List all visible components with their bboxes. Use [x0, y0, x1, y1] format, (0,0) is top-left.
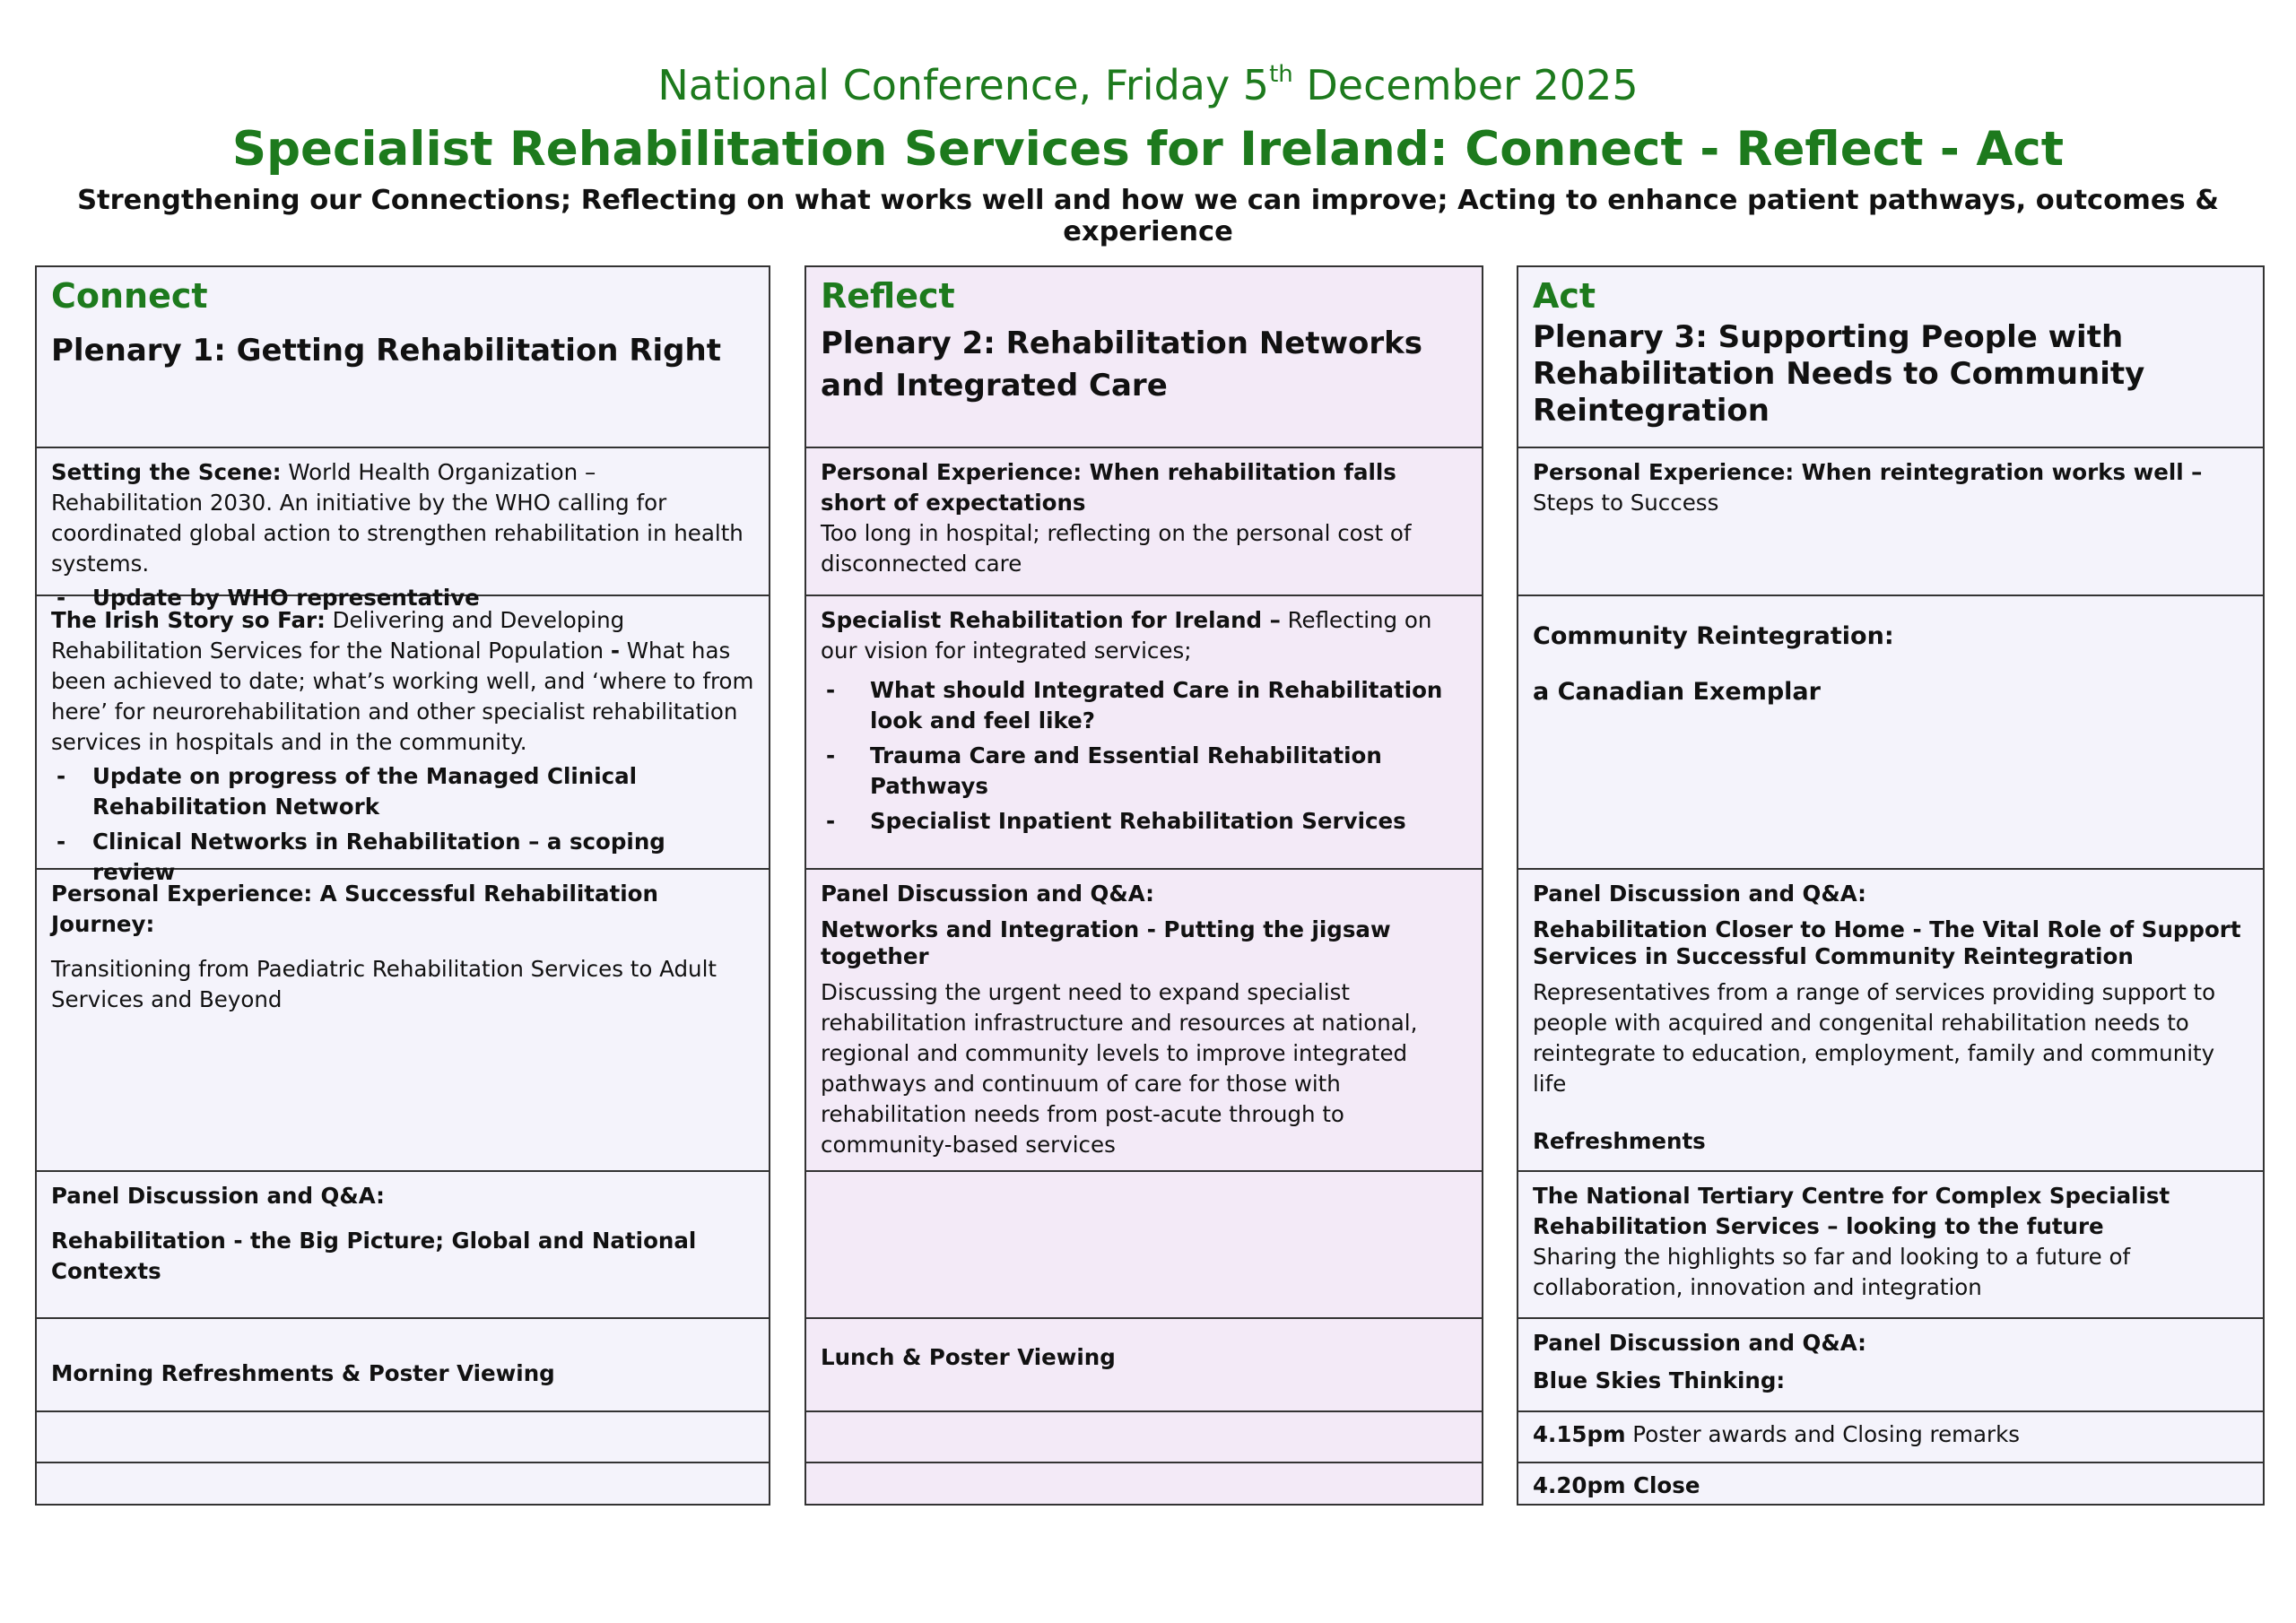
- list-item: - Trauma Care and Essential Rehabilitation Pathways: [821, 741, 1467, 802]
- reflect-heading: Reflect: [821, 276, 955, 316]
- refreshments-text: Refreshments: [1533, 1128, 1706, 1154]
- plenary-2-title: Plenary 2: Rehabilitation Networks and Integrated Care: [821, 325, 1422, 404]
- irish-story-cell: [37, 596, 769, 885]
- specialist-rehab-cell: [806, 596, 1482, 870]
- morning-refreshments-cell: [37, 1319, 769, 1412]
- conference-subtitle: Strengthening our Connections; Reflecting on what works well and how we can improve; Acting to enhance patient pathways, outcomes & experience: [77, 185, 2219, 247]
- reflect-empty-row-1: [806, 1412, 1482, 1463]
- reflect-personal-experience-cell: [806, 448, 1482, 596]
- closing-time: 4.15pm: [1533, 1421, 1626, 1447]
- panel-discussion-text: Discussing the urgent need to expand specialist rehabilitation infrastructure and resources at national, regional and community levels to improve integrated pathways and continuum of care for those with rehabilitation needs from post-acute through to community-based services: [821, 979, 1418, 1158]
- national-tertiary-centre-cell: [1518, 1172, 2263, 1319]
- national-tertiary-centre-label: The National Tertiary Centre for Complex Specialist Rehabilitation Services – looking to the future: [1533, 1183, 2170, 1239]
- panel-discussion-label: Panel Discussion and Q&A:: [51, 1183, 385, 1209]
- community-reintegration-text: a Canadian Exemplar: [1533, 678, 1821, 706]
- closing-remarks-body: Poster awards and Closing remarks: [1625, 1421, 2021, 1447]
- panel-discussion-topic: Networks and Integration - Putting the jigsaw together: [821, 916, 1391, 969]
- personal-experience-label: Personal Experience: When rehabilitation falls short of expectations: [821, 459, 1396, 516]
- plenary-1-title: Plenary 1: Getting Rehabilitation Right: [51, 333, 721, 369]
- connect-column: [35, 265, 770, 1506]
- reflect-panel-cell: [806, 870, 1482, 1172]
- plenary-3-title: Plenary 3: Supporting People with Rehabilitation Needs to Community Reintegration: [1533, 319, 2145, 429]
- closing-remarks-cell: [1518, 1412, 2263, 1463]
- panel-discussion-topic: Rehabilitation Closer to Home - The Vital Role of Support Services in Successful Community Reintegration: [1533, 916, 2241, 969]
- irish-bullet-list: [51, 761, 754, 888]
- close-text: 4.20pm Close: [1533, 1472, 1700, 1498]
- connect-panel-cell: [37, 1172, 769, 1319]
- reflect-empty-row-2: [806, 1463, 1482, 1504]
- specialist-rehab-body: Reflecting on our vision for integrated services;: [821, 607, 1432, 664]
- community-reintegration-cell: [1518, 596, 2263, 870]
- list-item: - What should Integrated Care in Rehabilitation look and feel like?: [821, 675, 1467, 736]
- panel-discussion-topic: Rehabilitation - the Big Picture; Global and National Contexts: [51, 1228, 697, 1284]
- connect-heading: Connect: [51, 276, 208, 316]
- conference-date: [0, 61, 2296, 109]
- act-panel-cell: [1518, 870, 2263, 1172]
- irish-story-text: [51, 605, 754, 758]
- irish-story-label: The Irish Story so Far:: [51, 607, 326, 633]
- irish-story-body-1: Delivering and Developing Rehabilitation Services for the National Population: [51, 607, 625, 664]
- panel-discussion-label: Panel Discussion and Q&A:: [821, 881, 1154, 907]
- personal-experience-text: Too long in hospital; reflecting on the personal cost of disconnected care: [821, 520, 1412, 577]
- act-panel-2-cell: [1518, 1319, 2263, 1412]
- panel-discussion-label: Panel Discussion and Q&A:: [1533, 1330, 1866, 1356]
- personal-experience-label: Personal Experience: A Successful Rehabilitation Journey:: [51, 881, 658, 937]
- personal-experience-label: Personal Experience: When reintegration works well –: [1533, 459, 2203, 485]
- setting-the-scene-label: Setting the Scene:: [51, 459, 282, 485]
- morning-refreshments-text: Morning Refreshments & Poster Viewing: [51, 1360, 555, 1386]
- list-item: - Clinical Networks in Rehabilitation – a scoping review: [51, 827, 754, 888]
- panel-discussion-text: Representatives from a range of services providing support to people with acquired and congenital rehabilitation needs to reintegrate to education, employment, family and community life: [1533, 979, 2216, 1097]
- act-header-cell: [1518, 267, 2263, 448]
- act-column: [1517, 265, 2265, 1506]
- connect-personal-experience-cell: [37, 870, 769, 1172]
- panel-discussion-label: Panel Discussion and Q&A:: [1533, 881, 1866, 907]
- setting-the-scene-cell: [37, 448, 769, 611]
- closing-remarks-text: [1533, 1419, 2248, 1450]
- list-item: - Specialist Inpatient Rehabilitation Services: [821, 806, 1467, 837]
- act-personal-experience-cell: [1518, 448, 2263, 596]
- specialist-rehab-label: Specialist Rehabilitation for Ireland –: [821, 607, 1281, 633]
- community-reintegration-label: Community Reintegration:: [1533, 622, 1894, 650]
- connect-empty-row-2: [37, 1463, 769, 1504]
- setting-the-scene-text: [51, 457, 754, 579]
- list-item: - Update on progress of the Managed Clinical Rehabilitation Network: [51, 761, 754, 822]
- blue-skies-topic: Blue Skies Thinking:: [1533, 1367, 1786, 1393]
- reflect-empty-cell: [806, 1172, 1482, 1319]
- reflect-column: [804, 265, 1483, 1506]
- irish-story-dash: -: [610, 638, 620, 664]
- setting-the-scene-body: World Health Organization – Rehabilitation 2030. An initiative by the WHO calling for coordinated global action to strengthen rehabilitation in health systems.: [51, 459, 744, 577]
- lunch-cell: [806, 1319, 1482, 1412]
- date-text: National Conference, Friday 5: [657, 61, 1270, 109]
- connect-empty-row-1: [37, 1412, 769, 1463]
- national-tertiary-centre-text: Sharing the highlights so far and looking to a future of collaboration, innovation and integration: [1533, 1244, 2131, 1300]
- specialist-rehab-text: [821, 605, 1467, 666]
- conference-title: Specialist Rehabilitation Services for Ireland: Connect - Reflect - Act: [231, 122, 2065, 177]
- personal-experience-text: Transitioning from Paediatric Rehabilitation Services to Adult Services and Beyond: [51, 956, 717, 1012]
- date-text-suffix: December 2025: [1292, 61, 1639, 109]
- date-superscript: th: [1269, 60, 1293, 88]
- lunch-text: Lunch & Poster Viewing: [821, 1344, 1116, 1370]
- act-heading: Act: [1533, 276, 1596, 316]
- specialist-bullet-list: [821, 675, 1467, 837]
- close-cell: [1518, 1463, 2263, 1504]
- list-item: - Update by WHO representative: [51, 583, 754, 613]
- connect-header-cell: [37, 267, 769, 448]
- personal-experience-text: Steps to Success: [1533, 490, 1719, 516]
- reflect-header-cell: [806, 267, 1482, 448]
- irish-story-body-2: What has been achieved to date; what’s working well, and ‘where to from here’ for neurorehabilitation and other specialist rehabilitation services in hospitals and in the community.: [51, 638, 754, 755]
